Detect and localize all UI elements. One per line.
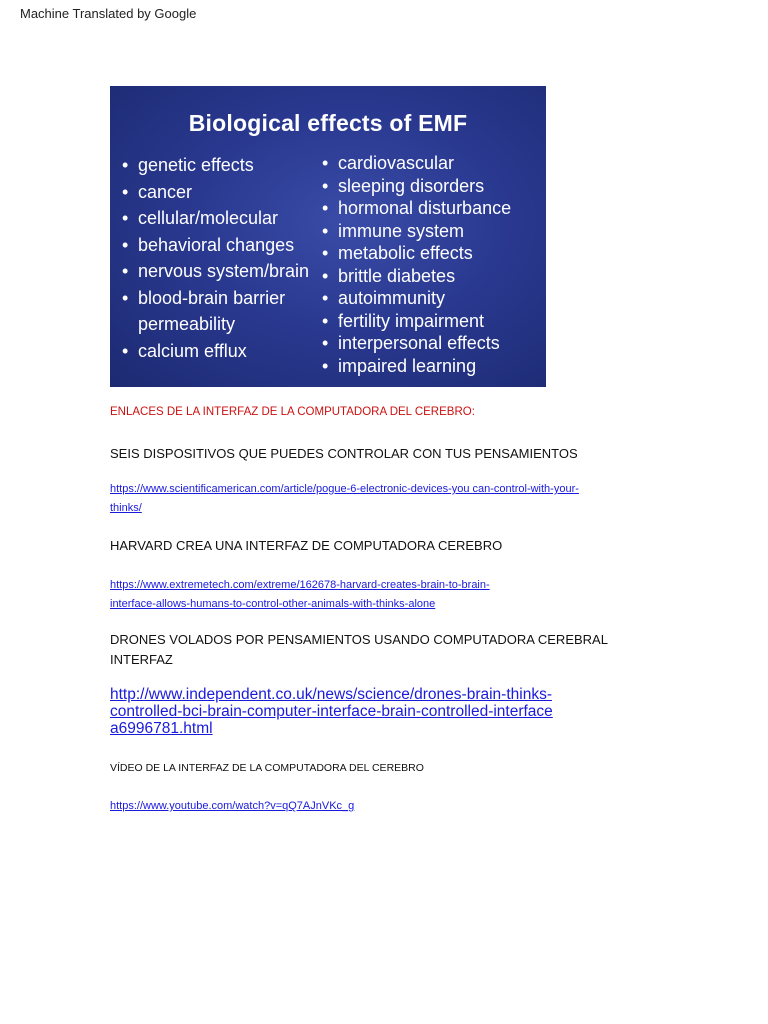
list-item: • calcium efflux [122,338,309,365]
section3-line: INTERFAZ [110,652,173,667]
list-item: • cardiovascular [322,152,511,175]
extremetech-link[interactable] [110,576,490,614]
section3-line: DRONES VOLADOS POR PENSAMIENTOS USANDO COMPUTADORA CEREBRAL [110,632,608,647]
image-title: Biological effects of EMF [188,110,468,136]
list-item: • interpersonal effects [322,332,511,355]
link-line: thinks/ [110,502,142,514]
machine-translation-label: Machine Translated by Google [20,6,197,21]
list-item: • genetic effects [122,152,309,179]
independent-link[interactable] [110,686,553,737]
list-item [122,285,309,338]
image-list-right [322,152,511,377]
scientific-american-link[interactable] [110,480,579,518]
section2-title: HARVARD CREA UNA INTERFAZ DE COMPUTADORA CEREBRO [110,538,503,553]
emf-effects-image [110,86,546,387]
section4-title: VÍDEO DE LA INTERFAZ DE LA COMPUTADORA DEL CEREBRO [110,762,424,774]
youtube-link[interactable]: https://www.youtube.com/watch?v=qQ7AJnVKc_g [110,800,355,812]
list-item-text: blood-brain barrier [138,287,286,308]
list-item: • metabolic effects [322,242,511,265]
image-list-left [122,152,309,364]
link-line: a6996781.html [110,720,213,737]
list-item: • brittle diabetes [322,265,511,288]
link-line: https://www.scientificamerican.com/article/pogue-6-electronic-devices-you can-control-with-your- [110,483,579,495]
list-item: • nervous system/brain [122,258,309,285]
list-item: • fertility impairment [322,310,511,333]
link-line: interface-allows-humans-to-control-other-animals-with-thinks-alone [110,598,436,610]
list-item: • hormonal disturbance [322,197,511,220]
list-item: • cellular/molecular [122,205,309,232]
list-item-continuation: permeability [138,314,236,334]
link-line: http://www.independent.co.uk/news/science/drones-brain-thinks- [110,686,552,703]
list-item: • immune system [322,220,511,243]
list-item: • sleeping disorders [322,175,511,198]
link-line: https://www.extremetech.com/extreme/162678-harvard-creates-brain-to-brain- [110,579,490,591]
list-item: • behavioral changes [122,232,309,259]
list-item: • impaired learning [322,355,511,378]
list-item: • autoimmunity [322,287,511,310]
section1-title: SEIS DISPOSITIVOS QUE PUEDES CONTROLAR CON TUS PENSAMIENTOS [110,446,578,461]
section3-title [110,630,608,670]
list-item: • cancer [122,179,309,206]
section-heading: ENLACES DE LA INTERFAZ DE LA COMPUTADORA DEL CEREBRO: [110,406,475,418]
link-line: controlled-bci-brain-computer-interface-brain-controlled-interface [110,703,553,720]
